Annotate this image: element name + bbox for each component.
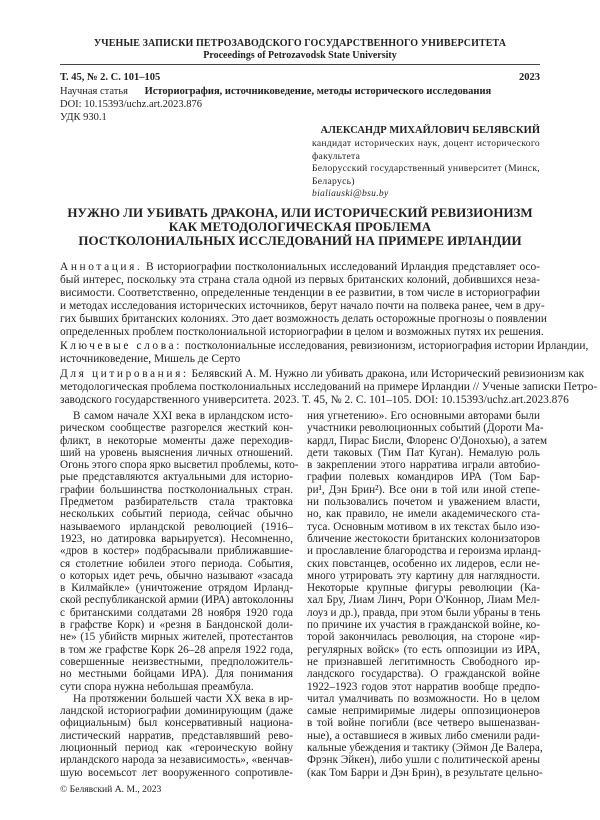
abstract-line (60, 261, 540, 274)
body-text-line: Некоторые крупные фигуры революции (Ка- (307, 582, 540, 595)
body-text-line: торой закончилась революция, на стороне «ир- (307, 631, 540, 644)
abstract-text: и методах исследования исторических источников, берут начало почти на полвека ранее, чем в дру- (60, 300, 545, 312)
abstract-line (60, 287, 540, 300)
body-text-line: ирландского народа за независимость», «венчав- (60, 754, 293, 767)
body-text-line: в Килмайкле» (уничтожение отрядом Ирланд- (60, 582, 293, 595)
body-text-line: На протяжении большей части XX века в ир- (73, 692, 293, 705)
citation-line (60, 381, 598, 394)
body-column-right (307, 410, 548, 779)
body-text-line: графии полевых командиров ИРА (Том Бар- (307, 471, 540, 484)
body-text-line: совершенные неизвестными, предположитель- (60, 655, 293, 668)
body-text-line: бличение жестокости британских колонизаторов (307, 532, 540, 545)
body-text-line: в том же графстве Корк 26–28 апреля 1922 года, (60, 643, 293, 656)
body-text-line: Предметом разбирательств стала трактовка (60, 496, 293, 509)
abstract-text: гих бывших британских колониях. Это дает возможность делать осторожные прогнозы о появлении (60, 313, 547, 325)
abstract-label: Аннотация. (60, 261, 143, 273)
abstract-line (60, 300, 545, 313)
body-text-line: и прославление благородства и героизма ирланд- (307, 545, 542, 558)
body-text-line: кардл, Пирас Бисли, Флоренс О'Донохью), а затем (307, 434, 548, 447)
author-degree-line: кандидат исторических наук, доцент исторического (312, 138, 540, 149)
publication-year: 2023 (519, 72, 540, 83)
title-line: НУЖНО ЛИ УБИВАТЬ ДРАКОНА, ИЛИ ИСТОРИЧЕСКИЙ РЕВИЗИОНИЗМ (67, 205, 533, 220)
body-text-line: рые представляются актуальными для историо- (60, 471, 293, 484)
article-type-row (60, 86, 491, 97)
journal-title-en: Proceedings of Petrozavodsk State University (203, 50, 397, 61)
author-name: АЛЕКСАНДР МИХАЙЛОВИЧ БЕЛЯВСКИЙ (320, 125, 540, 136)
body-text-line: Фрэнк Эйкен), либо ушли с политической арены (307, 754, 540, 767)
title-line: ПОСТКОЛОНИАЛЬНЫХ ИССЛЕДОВАНИЙ НА ПРИМЕРЕ ИРЛАНДИИ (78, 233, 522, 248)
title-line: КАК МЕТОДОЛОГИЧЕСКАЯ ПРОБЛЕМА (168, 219, 432, 234)
body-text-line: не признавшей легитимность Свободного ир- (307, 655, 540, 668)
abstract (60, 261, 547, 339)
body-text-line: не» (15 убийств мирных жителей, протестантов (60, 631, 293, 644)
body-text-line: ния угнетению». Его основными авторами были (307, 410, 540, 422)
body-text-line: дети таковых (Тим Пат Куган). Немалую роль (307, 446, 540, 459)
body-text-line: (как Том Барри и Дэн Брин), в результате цельно- (307, 766, 543, 779)
keywords-text: постколониальные исследования, ревизионизм, историография истории Ирландии, (184, 340, 589, 352)
body-text-line: читал умалчивать по возможности. Но в целом (307, 692, 540, 705)
abstract-text: бый интерес, поскольку эта страна стала одной из первых британских колоний, добившихся неза- (60, 274, 540, 286)
body-text-line: участники революционных событий (Дороти Ма- (307, 422, 544, 435)
body-text-line: фликт, в некоторые моменты даже переходив- (60, 434, 293, 447)
body-text-line: ской республиканской армии (ИРА) автоколонны (60, 594, 294, 607)
author-affiliation-line: Белорусский государственный университет (Минск, (312, 163, 540, 175)
copyright: © Белявский А. М., 2023 (60, 784, 162, 795)
body-text-line: ландской историографии доминирующим (даже (60, 705, 293, 718)
abstract-line (60, 274, 540, 287)
body-text-line: ший на уровень выяснения личных отношений. (60, 446, 293, 459)
author-degree-line: факультета (312, 150, 361, 162)
body-text-line: графии большинства постколониальных стран. (60, 483, 293, 496)
keywords-text: источниковедение, Мишель де Серто (60, 353, 241, 365)
keywords-line (60, 353, 540, 366)
body-text-line: самые непримиримые лидеры оппозиционеров (307, 705, 540, 718)
journal-title-ru: УЧЕНЫЕ ЗАПИСКИ ПЕТРОЗАВОДСКОГО ГОСУДАРСТВЕННОГО УНИВЕРСИТЕТА (93, 38, 507, 49)
citation-line (60, 394, 569, 407)
abstract-text: определенных проблем постколониальной историографии в целом и возможных путях их решения. (60, 326, 544, 338)
body-text-line: 1923, но датировка варьируется). Несомненно, (60, 532, 293, 545)
body-text-line: лоуз и др.), правда, при этом были убраны в тень (307, 606, 541, 619)
citation-label: Для цитирования: (60, 368, 189, 380)
body-text-line: много утрировать эту картину для наглядности. (307, 569, 540, 582)
author-details (312, 138, 540, 201)
abstract-line (60, 313, 547, 326)
body-text-line: сути спора нужна небольшая преамбула. (60, 680, 254, 693)
body-text-line: туса. Основным мотивом в их текстах было изо- (307, 520, 540, 533)
article-title (60, 206, 540, 248)
body-text-line: Огонь этого спора ярко высветил проблемы, кото- (60, 459, 299, 472)
doi: DOI: 10.15393/uchz.art.2023.876 (60, 99, 203, 110)
body-text-line: шую восемьсот лет вооруженного сопротивле- (60, 766, 293, 779)
keywords (60, 340, 589, 366)
body-text-line: о которых идет речь, обычно называют «засада (60, 569, 293, 582)
body-text-line: регулярных войск» (то есть оппозиции из ИРА, (307, 643, 540, 656)
body-text-line: с британскими солдатами 28 ноября 1920 года (60, 606, 293, 619)
body-text-line: ся столетние юбилеи этого периода. События, (60, 557, 293, 570)
header-divider (60, 64, 540, 65)
body-text-line: в закреплении этого нарратива играли автобио- (307, 459, 540, 472)
citation (60, 368, 598, 407)
citation-text: заводского государственного университета. 2023. Т. 45, № 2. С. 101–105. DOI: 10.15393/uchz.art.2023.876 (60, 394, 569, 406)
section-name: Историография, источниковедение, методы исторического исследования (144, 86, 492, 97)
abstract-text: висимости. Соответственно, определенные тенденции в ее развитии, в том числе в историографии (60, 287, 540, 299)
body-text-line: 1922–1923 годов этот нарратив вообще предпо- (307, 680, 540, 693)
body-text-line: в той войне погибли (все четверо вышеназван- (307, 717, 540, 730)
body-text-line: листический нарратив, представлявший рево- (60, 729, 293, 742)
body-text-line: ских повстанцев, особенно их лидеров, если не- (307, 557, 540, 570)
body-text-line: ри¹, Дэн Брин²). Все они в той или иной степе- (307, 483, 540, 496)
body-text-line: ные), а оставшиеся в живых либо сменили ради- (307, 729, 540, 742)
body-text-line: но, как правило, не имели академического ста- (307, 508, 540, 521)
udk: УДК 930.1 (60, 112, 107, 123)
body-text-line: нескольких событий периода, сейчас обычно (60, 508, 293, 521)
body-text-line: но местными бойцами ИРА). Для понимания (60, 668, 293, 681)
body-text-line: люционный период как «героическую войну (60, 742, 293, 755)
keywords-line (60, 340, 589, 353)
body-column-left (60, 410, 299, 779)
citation-line (60, 368, 585, 381)
body-text-line: «дров в костер» подбрасывали приближавшие- (60, 545, 293, 558)
abstract-line (60, 326, 544, 339)
body-text-line: хал Бру, Лиам Линч, Рори О'Коннор, Лиам Мел- (307, 594, 540, 607)
article-type: Научная статья (60, 86, 128, 97)
volume-info: Т. 45, № 2. С. 101–105 (60, 72, 161, 83)
abstract-text: В историографии постколониальных исследований Ирландия представляет осо- (146, 261, 540, 273)
body-text-line: ландского государства). О гражданской войне (307, 668, 540, 681)
body-text-line: В самом начале XXI века в ирландском исто- (73, 410, 293, 422)
citation-text: методологическая проблема постколониальных исследований на примере Ирландии // Ученые записки Петро- (60, 381, 598, 393)
author-affiliation-line: Беларусь) (312, 175, 355, 187)
keywords-label: Ключевые слова: (60, 340, 182, 352)
body-text-line: ни пользовались почетом и уважением власти, (307, 496, 540, 509)
author-email[interactable]: bialiauski@bsu.by (312, 188, 389, 200)
body-text-line: по причине их участия в гражданской войне, ко- (307, 619, 540, 632)
body-text-line: рическом сообществе разгорелся жесткий кон- (60, 422, 293, 435)
body-text-line: официальным) был консервативный национа- (60, 717, 293, 730)
body-text-line: кальные убеждения и тактику (Эймон Де Валера, (307, 742, 543, 755)
body-text-line: называемого ирландской революцией (1916– (60, 520, 293, 533)
body-text-line: в графстве Корк) и «резня в Бандонской доли- (60, 619, 293, 632)
citation-text: Белявский А. М. Нужно ли убивать дракона, или Исторический ревизионизм как (191, 368, 585, 380)
